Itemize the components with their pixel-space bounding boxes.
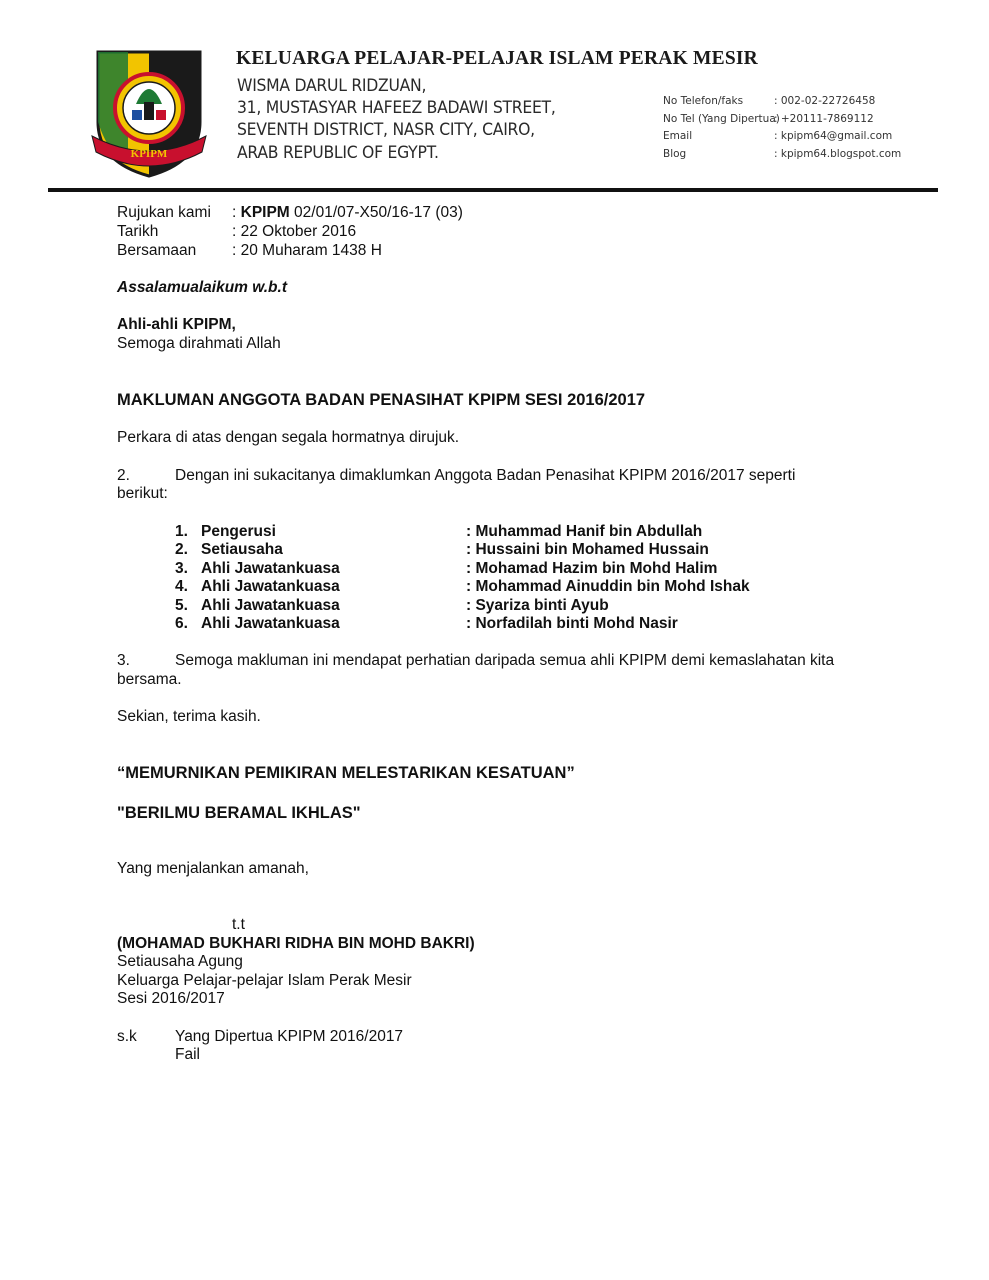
address-line-3: SEVENTH DISTRICT, NASR CITY, CAIRO, [237, 120, 535, 140]
member-num: 6. [175, 615, 188, 632]
member-name: : Norfadilah binti Mohd Nasir [466, 615, 678, 632]
para-3-line-2: bersama. [117, 671, 182, 688]
address-line-1: WISMA DARUL RIDZUAN, [237, 76, 427, 96]
member-name: : Muhammad Hanif bin Abdullah [466, 523, 703, 540]
contact-value-president-phone: : +20111-7869112 [774, 113, 874, 125]
cc-label: s.k [117, 1028, 137, 1045]
header-rule [48, 188, 938, 192]
member-role: Ahli Jawatankuasa [201, 597, 340, 614]
contact-label-phone: No Telefon/faks [663, 95, 744, 107]
member-num: 1. [175, 523, 188, 540]
contact-label-email: Email [663, 130, 693, 142]
member-role: Pengerusi [201, 523, 276, 540]
para-2-line-2: berikut: [117, 485, 168, 502]
closing: Sekian, terima kasih. [117, 708, 261, 725]
ref-bersamaan-value: : 20 Muharam 1438 H [232, 242, 382, 259]
member-role: Ahli Jawatankuasa [201, 578, 340, 595]
ref-rujukan-rest: 02/01/07-X50/16-17 (03) [289, 204, 463, 221]
motto-2: "BERILMU BERAMAL IKHLAS" [117, 804, 361, 822]
logo-text: KPIPM [130, 148, 168, 160]
address-line-2: 31, MUSTASYAR HAFEEZ BADAWI STREET, [237, 98, 556, 118]
member-name: : Mohamad Hazim bin Mohd Halim [466, 560, 718, 577]
ref-rujukan-bold: KPIPM [240, 204, 290, 221]
para-1: Perkara di atas dengan segala hormatnya dirujuk. [117, 429, 460, 446]
member-num: 4. [175, 578, 188, 595]
member-num: 3. [175, 560, 188, 577]
member-num: 2. [175, 541, 188, 558]
ref-tarikh-label: Tarikh [117, 223, 159, 240]
addressee: Ahli-ahli KPIPM, [117, 316, 236, 333]
contact-value-email[interactable]: : kpipm64@gmail.com [774, 130, 893, 142]
member-name: : Mohammad Ainuddin bin Mohd Ishak [466, 578, 750, 595]
para-3-line-1: Semoga makluman ini mendapat perhatian daripada semua ahli KPIPM demi kemaslahatan kita [175, 652, 835, 669]
member-name: : Hussaini bin Mohamed Hussain [466, 541, 709, 558]
kpipm-logo [88, 44, 210, 180]
ref-rujukan-label: Rujukan kami [117, 204, 211, 221]
address-line-4: ARAB REPUBLIC OF EGYPT. [237, 143, 439, 163]
member-num: 5. [175, 597, 188, 614]
cc-item: Yang Dipertua KPIPM 2016/2017 [175, 1028, 404, 1045]
contact-value-phone: : 002-02-22726458 [774, 95, 876, 107]
para-2-line-1: Dengan ini sukacitanya dimaklumkan Anggota Badan Penasihat KPIPM 2016/2017 seperti [175, 467, 796, 484]
para-2-number: 2. [117, 467, 130, 484]
member-role: Ahli Jawatankuasa [201, 560, 340, 577]
signatory-org: Keluarga Pelajar-pelajar Islam Perak Mesir [117, 972, 412, 989]
contact-label-blog: Blog [663, 148, 687, 160]
member-role: Ahli Jawatankuasa [201, 615, 340, 632]
member-role: Setiausaha [201, 541, 283, 558]
motto-1: “MEMURNIKAN PEMIKIRAN MELESTARIKAN KESATUAN” [117, 764, 575, 782]
signatory-title: Setiausaha Agung [117, 953, 243, 970]
cc-item: Fail [175, 1046, 200, 1063]
signatory-session: Sesi 2016/2017 [117, 990, 225, 1007]
contact-value-blog[interactable]: : kpipm64.blogspot.com [774, 148, 902, 160]
ref-bersamaan-label: Bersamaan [117, 242, 197, 259]
ref-rujukan-value: : KPIPM 02/01/07-X50/16-17 (03) [232, 204, 463, 221]
signoff: Yang menjalankan amanah, [117, 860, 309, 877]
signatory-name: (MOHAMAD BUKHARI RIDHA BIN MOHD BAKRI) [117, 935, 475, 952]
member-name: : Syariza binti Ayub [466, 597, 609, 614]
org-name: KELUARGA PELAJAR-PELAJAR ISLAM PERAK MESIR [236, 48, 758, 69]
ref-tarikh-value: : 22 Oktober 2016 [232, 223, 357, 240]
greeting: Assalamualaikum w.b.t [117, 279, 287, 296]
subject-heading: MAKLUMAN ANGGOTA BADAN PENASIHAT KPIPM SESI 2016/2017 [117, 391, 646, 409]
blessing: Semoga dirahmati Allah [117, 335, 281, 352]
contact-label-president-phone: No Tel (Yang Dipertua) [663, 113, 780, 125]
signature-tt: t.t [232, 916, 245, 933]
para-3-number: 3. [117, 652, 130, 669]
